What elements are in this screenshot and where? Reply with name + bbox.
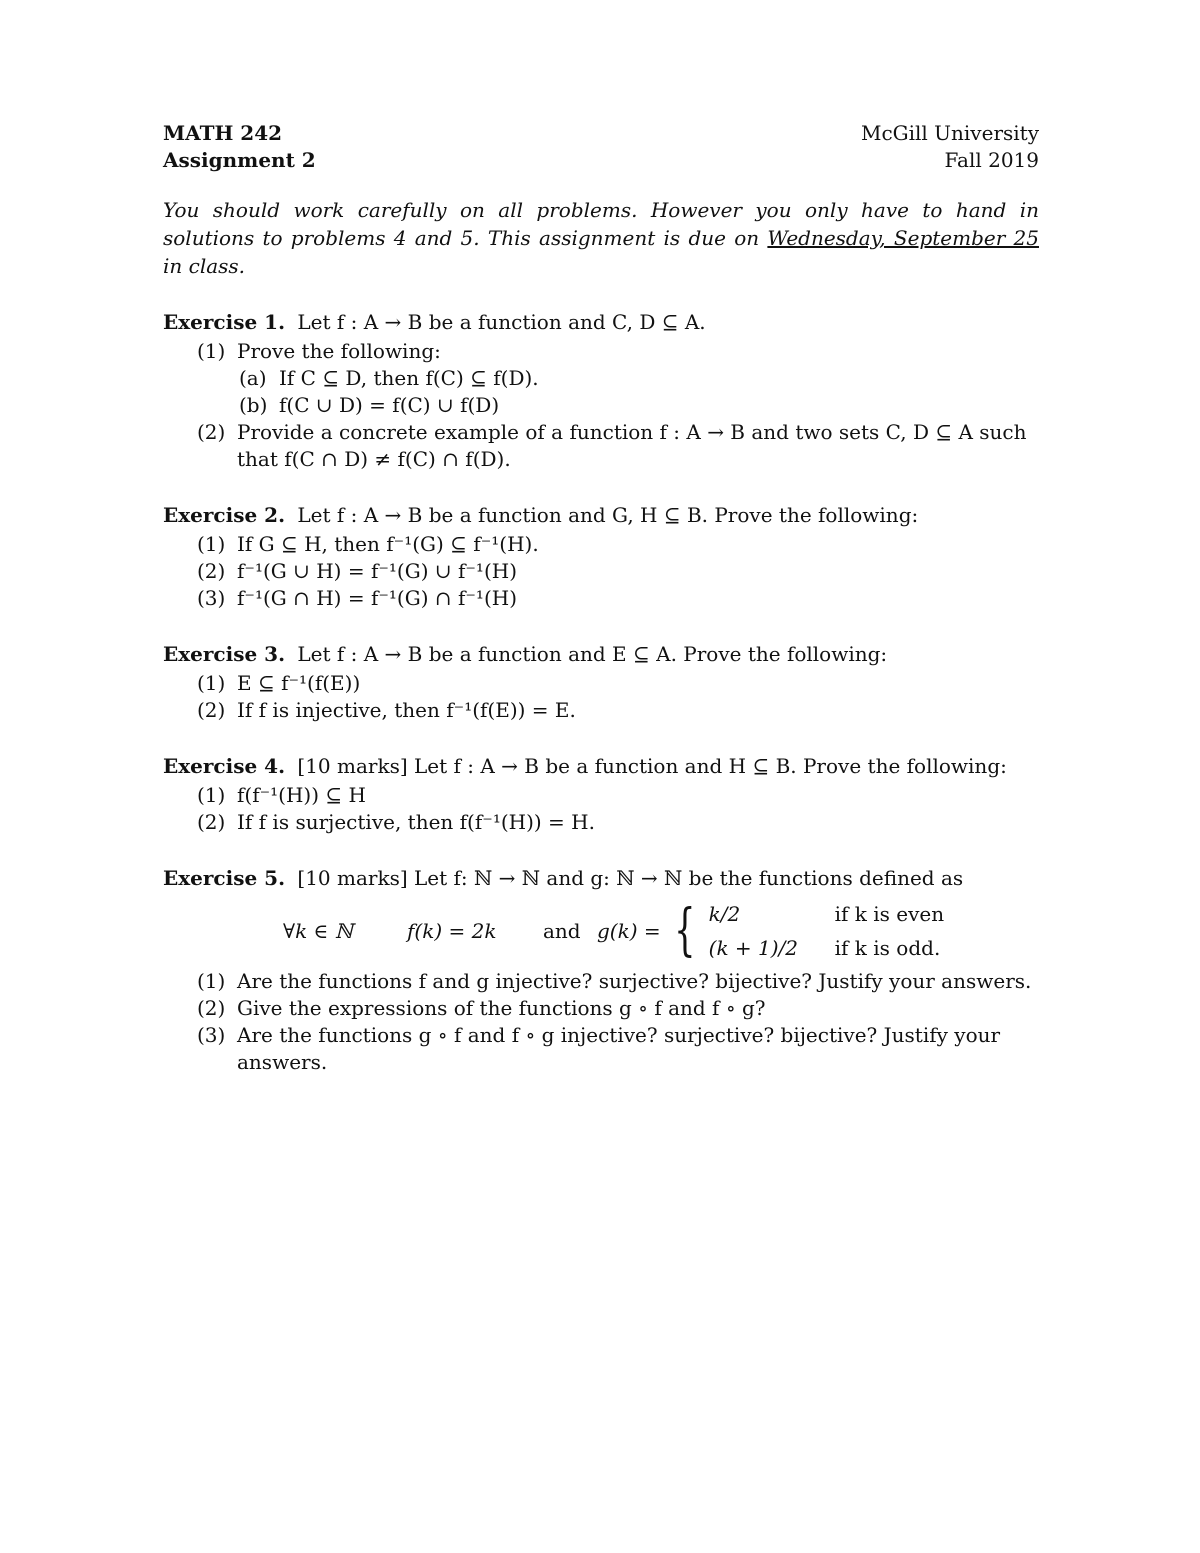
- item-text: If C ⊆ D, then f(C) ⊆ f(D).: [279, 366, 539, 390]
- list-item: [239, 392, 1039, 419]
- item-text: f⁻¹(G ∪ H) = f⁻¹(G) ∪ f⁻¹(H): [237, 559, 517, 583]
- item-text: If f is injective, then f⁻¹(f(E)) = E.: [237, 698, 576, 722]
- item-number: (1): [197, 783, 226, 807]
- assignment-title: Assignment 2: [163, 148, 316, 172]
- list-item: [197, 1022, 1039, 1076]
- exercise-3-statement: Let f : A → B be a function and E ⊆ A. Prove the following:: [297, 642, 888, 666]
- course-code: MATH 242: [163, 121, 283, 145]
- exercise-5-header: [163, 864, 1039, 892]
- exercise-3: [163, 640, 1039, 724]
- exercise-3-header: [163, 640, 1039, 668]
- exercise-4: [163, 752, 1039, 836]
- item-text: Prove the following:: [237, 339, 441, 363]
- item-number: (a): [239, 366, 267, 390]
- due-date: Wednesday, September 25: [767, 226, 1039, 250]
- instructions: [163, 196, 1039, 280]
- header-row-1: [163, 120, 1039, 147]
- exercise-4-statement: [10 marks] Let f : A → B be a function and H ⊆ B. Prove the following:: [297, 754, 1007, 778]
- case-2-value: (k + 1)/2: [708, 936, 799, 960]
- term: Fall 2019: [944, 148, 1039, 172]
- instructions-end: in class.: [163, 254, 246, 278]
- list-item: [197, 995, 1039, 1022]
- exercise-1: [163, 308, 1039, 473]
- g-lhs: g(k) =: [597, 919, 661, 943]
- list-item: [197, 419, 1039, 473]
- exercise-1-title: Exercise 1.: [163, 310, 286, 334]
- item-number: (1): [197, 532, 226, 556]
- item-text: f⁻¹(G ∩ H) = f⁻¹(G) ∩ f⁻¹(H): [237, 586, 517, 610]
- item-text: Provide a concrete example of a function f : A → B and two sets C, D ⊆ A such that f(C ∩ D) ≠ f(C) ∩ f(D).: [237, 420, 1027, 471]
- item-text: Are the functions g ∘ f and f ∘ g injective? surjective? bijective? Justify your answers.: [237, 1023, 1001, 1074]
- item-number: (1): [197, 969, 226, 993]
- list-item: [197, 670, 1039, 697]
- list-item: [197, 558, 1039, 585]
- item-text: If f is surjective, then f(f⁻¹(H)) = H.: [237, 810, 595, 834]
- exercise-5-statement: [10 marks] Let f: ℕ → ℕ and g: ℕ → ℕ be the functions defined as: [297, 866, 964, 890]
- forall-quantifier: ∀k ∈ ℕ: [283, 919, 353, 943]
- exercise-2-header: [163, 501, 1039, 529]
- exercise-3-items: [197, 670, 1039, 724]
- list-item: [197, 782, 1039, 809]
- piecewise-cases: [709, 900, 945, 962]
- exercise-1-statement: Let f : A → B be a function and C, D ⊆ A.: [297, 310, 706, 334]
- university-name: McGill University: [860, 121, 1039, 145]
- item-number: (2): [197, 810, 226, 834]
- item-number: (3): [197, 586, 226, 610]
- case-1-value: k/2: [708, 902, 741, 926]
- list-item: [197, 697, 1039, 724]
- item-number: (2): [197, 420, 226, 444]
- list-item: [197, 968, 1039, 995]
- item-number: (b): [239, 393, 268, 417]
- item-text: f(f⁻¹(H)) ⊆ H: [237, 783, 366, 807]
- assignment-page: [163, 120, 1039, 1076]
- sublist-wrapper: [197, 365, 1039, 419]
- function-definition: [283, 900, 1039, 962]
- and-word: and: [543, 919, 581, 943]
- item-number: (1): [197, 671, 226, 695]
- header-row-2: [163, 147, 1039, 174]
- exercise-2-items: [197, 531, 1039, 612]
- exercise-4-title: Exercise 4.: [163, 754, 286, 778]
- exercise-5-title: Exercise 5.: [163, 866, 286, 890]
- item-number: (1): [197, 339, 226, 363]
- item-number: (2): [197, 698, 226, 722]
- item-number: (3): [197, 1023, 226, 1047]
- item-text: Give the expressions of the functions g ∘ f and f ∘ g?: [237, 996, 766, 1020]
- exercise-2: [163, 501, 1039, 612]
- list-item: [197, 585, 1039, 612]
- item-text: E ⊆ f⁻¹(f(E)): [237, 671, 361, 695]
- item-number: (2): [197, 559, 226, 583]
- item-number: (2): [197, 996, 226, 1020]
- exercise-1-header: [163, 308, 1039, 336]
- item-text: Are the functions f and g injective? surjective? bijective? Justify your answers.: [237, 969, 1032, 993]
- item-text: f(C ∪ D) = f(C) ∪ f(D): [279, 393, 500, 417]
- exercise-4-items: [197, 782, 1039, 836]
- exercise-5: [163, 864, 1039, 1076]
- f-definition: f(k) = 2k: [407, 919, 497, 943]
- case-1-condition: if k is even: [834, 902, 945, 926]
- instructions-text: You should work carefully on all problems. However you only have to hand in solutions to problems 4 and 5. This assignment is due on: [163, 198, 1039, 250]
- exercise-2-statement: Let f : A → B be a function and G, H ⊆ B. Prove the following:: [297, 503, 919, 527]
- case-2-condition: if k is odd.: [834, 936, 941, 960]
- item-text: If G ⊆ H, then f⁻¹(G) ⊆ f⁻¹(H).: [237, 532, 539, 556]
- list-item: [239, 365, 1039, 392]
- exercise-3-title: Exercise 3.: [163, 642, 286, 666]
- list-item: [197, 531, 1039, 558]
- list-item: [197, 338, 1039, 365]
- exercise-4-header: [163, 752, 1039, 780]
- left-brace-icon: {: [674, 898, 696, 963]
- exercise-1-subitems: [239, 365, 1039, 419]
- exercise-1-items: [197, 338, 1039, 473]
- list-item: [197, 809, 1039, 836]
- exercise-2-title: Exercise 2.: [163, 503, 286, 527]
- exercise-5-items: [197, 968, 1039, 1076]
